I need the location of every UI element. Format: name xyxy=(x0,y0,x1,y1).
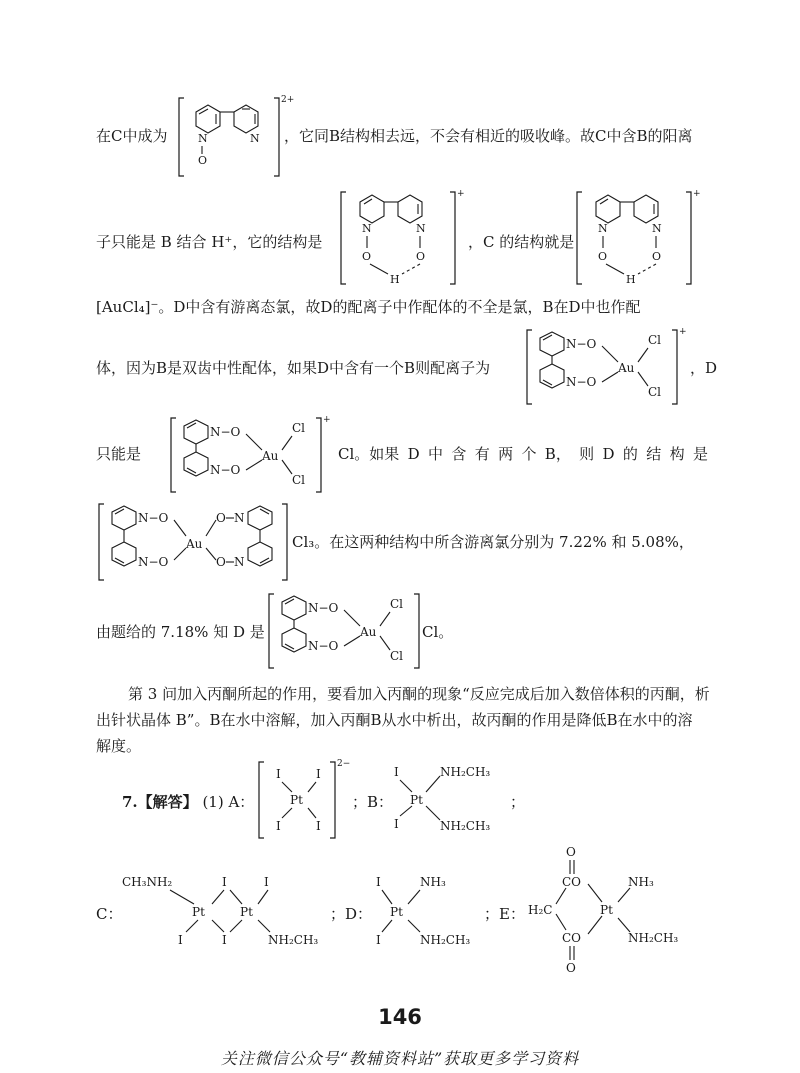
text-line-7b xyxy=(422,622,453,642)
text-segment: ，D xyxy=(690,359,718,377)
atom-cl: Cl xyxy=(292,473,306,487)
atom-i: I xyxy=(376,933,381,947)
n-o-group: N−O xyxy=(308,601,339,615)
atom-i: I xyxy=(276,767,281,781)
atom-cl: Cl xyxy=(390,597,404,611)
page-number: 146 xyxy=(378,1005,422,1029)
atom-o: O xyxy=(598,250,608,263)
ligand-methylamine: NH₂CH₃ xyxy=(628,931,679,945)
text-word: 含 xyxy=(451,445,467,463)
ligand-methylamine: NH₂CH₃ xyxy=(440,819,491,833)
atom-i: I xyxy=(264,875,269,889)
atom-o: O xyxy=(216,555,226,569)
text-segment: 解度。 xyxy=(96,737,142,755)
ligand-methylamine: NH₂CH₃ xyxy=(268,933,319,947)
structure-d-answer xyxy=(268,590,428,672)
atom-o: O xyxy=(216,511,226,525)
text-line-4b xyxy=(690,358,717,378)
structure-c-dimer xyxy=(120,866,340,952)
atom-pt: Pt xyxy=(600,903,613,917)
atom-n: N xyxy=(250,132,260,145)
text-word: 构 xyxy=(669,445,685,463)
text-segment: C： xyxy=(96,905,123,923)
atom-au: Au xyxy=(360,625,377,639)
atom-cl: Cl xyxy=(648,385,662,399)
text-segment: 在C中成为 xyxy=(96,127,168,145)
text-word: 是 xyxy=(692,445,708,463)
para2-line-2 xyxy=(96,710,693,730)
text-segment: ； xyxy=(510,793,526,811)
text-word: 有 xyxy=(474,445,490,463)
text-line-5 xyxy=(96,444,141,464)
text-line-3 xyxy=(96,297,641,317)
atom-n: N xyxy=(234,511,245,525)
atom-i: I xyxy=(394,817,399,831)
structure-hb-protonated xyxy=(340,186,470,291)
atom-n: N xyxy=(416,222,426,235)
atom-o: O xyxy=(652,250,662,263)
text-line-6 xyxy=(292,532,694,552)
para2-line-3 xyxy=(96,736,141,756)
text-segment: [AuCl₄]⁻。D中含有游离态氯，故D的配离子中作配体的不全是氯，B在D中也作配 xyxy=(96,298,641,316)
text-segment: 子只能是 B 结合 H⁺，它的结构是 xyxy=(96,233,323,251)
atom-i: I xyxy=(316,767,321,781)
text-word: 的 xyxy=(622,445,638,463)
ligand-methylamine: NH₂CH₃ xyxy=(420,933,471,947)
structure-au-2b xyxy=(98,500,298,585)
atom-pt: Pt xyxy=(290,793,303,807)
n-o-group: N−O xyxy=(210,425,241,439)
charge: + xyxy=(323,415,331,425)
text-word: 个 xyxy=(521,445,537,463)
text-segment: 第 3 问加入丙酮所起的作用，要看加入丙酮的现象“反应完成后加入数倍体积的丙酮，析 xyxy=(128,685,710,703)
atom-o: O xyxy=(566,845,576,859)
structure-e-malonato xyxy=(526,842,706,976)
structure-d-pt xyxy=(370,866,490,952)
charge: 2+ xyxy=(281,95,295,105)
atom-o: O xyxy=(198,154,208,167)
structure-b-pt xyxy=(388,758,518,842)
text-segment: ；E： xyxy=(484,905,525,923)
text-line-7 xyxy=(96,622,265,642)
text-word: Cl。如果 xyxy=(338,445,400,463)
atom-pt: Pt xyxy=(410,793,423,807)
atom-pt: Pt xyxy=(240,905,253,919)
text-segment: Cl₃。在这两种结构中所含游离氯分别为 7.22% 和 5.08%， xyxy=(292,533,694,551)
answer-sep-d xyxy=(330,904,372,924)
text-word: 则 xyxy=(579,445,595,463)
text-segment: (1) A： xyxy=(202,793,255,811)
atom-n: N xyxy=(198,132,208,145)
atom-i: I xyxy=(178,933,183,947)
atom-cl: Cl xyxy=(390,649,404,663)
atom-cl: Cl xyxy=(648,333,662,347)
n-o-group: N−O xyxy=(308,639,339,653)
atom-h: H xyxy=(390,273,400,286)
structure-au-b-cl2-salt xyxy=(170,414,330,496)
charge: + xyxy=(693,189,701,199)
text-segment: ；D： xyxy=(330,905,373,923)
answer-sep-e xyxy=(484,904,525,924)
text-word: D xyxy=(407,445,420,463)
atom-n: N xyxy=(598,222,608,235)
atom-i: I xyxy=(276,819,281,833)
n-o-group: N−O xyxy=(566,337,597,351)
structure-a-pti4 xyxy=(258,758,358,842)
structure-c-final xyxy=(576,186,706,291)
atom-i: I xyxy=(316,819,321,833)
answer-heading: 7.【解答】 xyxy=(122,793,198,811)
text-line-1 xyxy=(96,126,167,146)
n-o-group: N−O xyxy=(566,375,597,389)
charge: + xyxy=(679,327,687,337)
text-segment: 由题给的 7.18% 知 D 是 xyxy=(96,623,265,641)
text-word: D xyxy=(602,445,615,463)
atom-i: I xyxy=(222,933,227,947)
answer-sep-b xyxy=(352,792,393,812)
text-segment: Cl。 xyxy=(422,623,454,641)
answer-label-c xyxy=(96,904,122,924)
atom-o: O xyxy=(416,250,426,263)
para2-line-1 xyxy=(128,684,710,704)
charge: + xyxy=(457,189,465,199)
text-line-4 xyxy=(96,358,490,378)
atom-o: O xyxy=(566,961,576,975)
atom-n: N xyxy=(362,222,372,235)
ligand-methylamine: CH₃NH₂ xyxy=(122,875,173,889)
footer-watermark: 关注微信公众号“教辅资料站”获取更多学习资料 xyxy=(220,1049,580,1068)
charge: 2− xyxy=(337,759,351,769)
text-line-2 xyxy=(96,232,322,252)
text-segment: ；B： xyxy=(352,793,394,811)
text-word: B， xyxy=(544,445,571,463)
text-word: 中 xyxy=(428,445,444,463)
ligand-ammonia: NH₃ xyxy=(420,875,446,889)
carbonyl-group: CO xyxy=(562,875,582,889)
text-segment: 出针状晶体 B”。B在水中溶解，加入丙酮B从水中析出，故丙酮的作用是降低B在水中的溶 xyxy=(96,711,693,729)
atom-n: N xyxy=(234,555,245,569)
atom-pt: Pt xyxy=(192,905,205,919)
text-segment: ，C 的结构就是 xyxy=(468,233,575,251)
structure-au-b-cl2 xyxy=(526,326,686,408)
text-segment: ，它同B结构相去远，不会有相近的吸收峰。故C中含B的阳离 xyxy=(284,127,693,145)
n-o-group: N−O xyxy=(138,555,169,569)
atom-i: I xyxy=(394,765,399,779)
text-line-5b xyxy=(338,444,708,464)
atom-cl: Cl xyxy=(292,421,306,435)
atom-au: Au xyxy=(262,449,279,463)
atom-i: I xyxy=(222,875,227,889)
answer-7-heading-line xyxy=(122,792,254,812)
ligand-methylamine: NH₂CH₃ xyxy=(440,765,491,779)
atom-i: I xyxy=(376,875,381,889)
ligand-ammonia: NH₃ xyxy=(628,875,654,889)
atom-au: Au xyxy=(186,537,203,551)
atom-n: N xyxy=(652,222,662,235)
atom-h: H xyxy=(626,273,636,286)
methylene-group: H₂C xyxy=(528,903,553,917)
text-word: 结 xyxy=(646,445,662,463)
n-o-group: N−O xyxy=(138,511,169,525)
text-word: 两 xyxy=(498,445,514,463)
text-segment: 体，因为B是双齿中性配体，如果D中含有一个B则配离子为 xyxy=(96,359,491,377)
answer-end-b xyxy=(510,792,525,812)
atom-o: O xyxy=(362,250,372,263)
atom-au: Au xyxy=(618,361,635,375)
atom-pt: Pt xyxy=(390,905,403,919)
text-line-1b xyxy=(284,126,693,146)
text-line-2b xyxy=(468,232,574,252)
carbonyl-group: CO xyxy=(562,931,582,945)
text-segment: 只能是 xyxy=(96,445,142,463)
n-o-group: N−O xyxy=(210,463,241,477)
structure-c-bipyridine-n-oxide xyxy=(178,92,298,182)
